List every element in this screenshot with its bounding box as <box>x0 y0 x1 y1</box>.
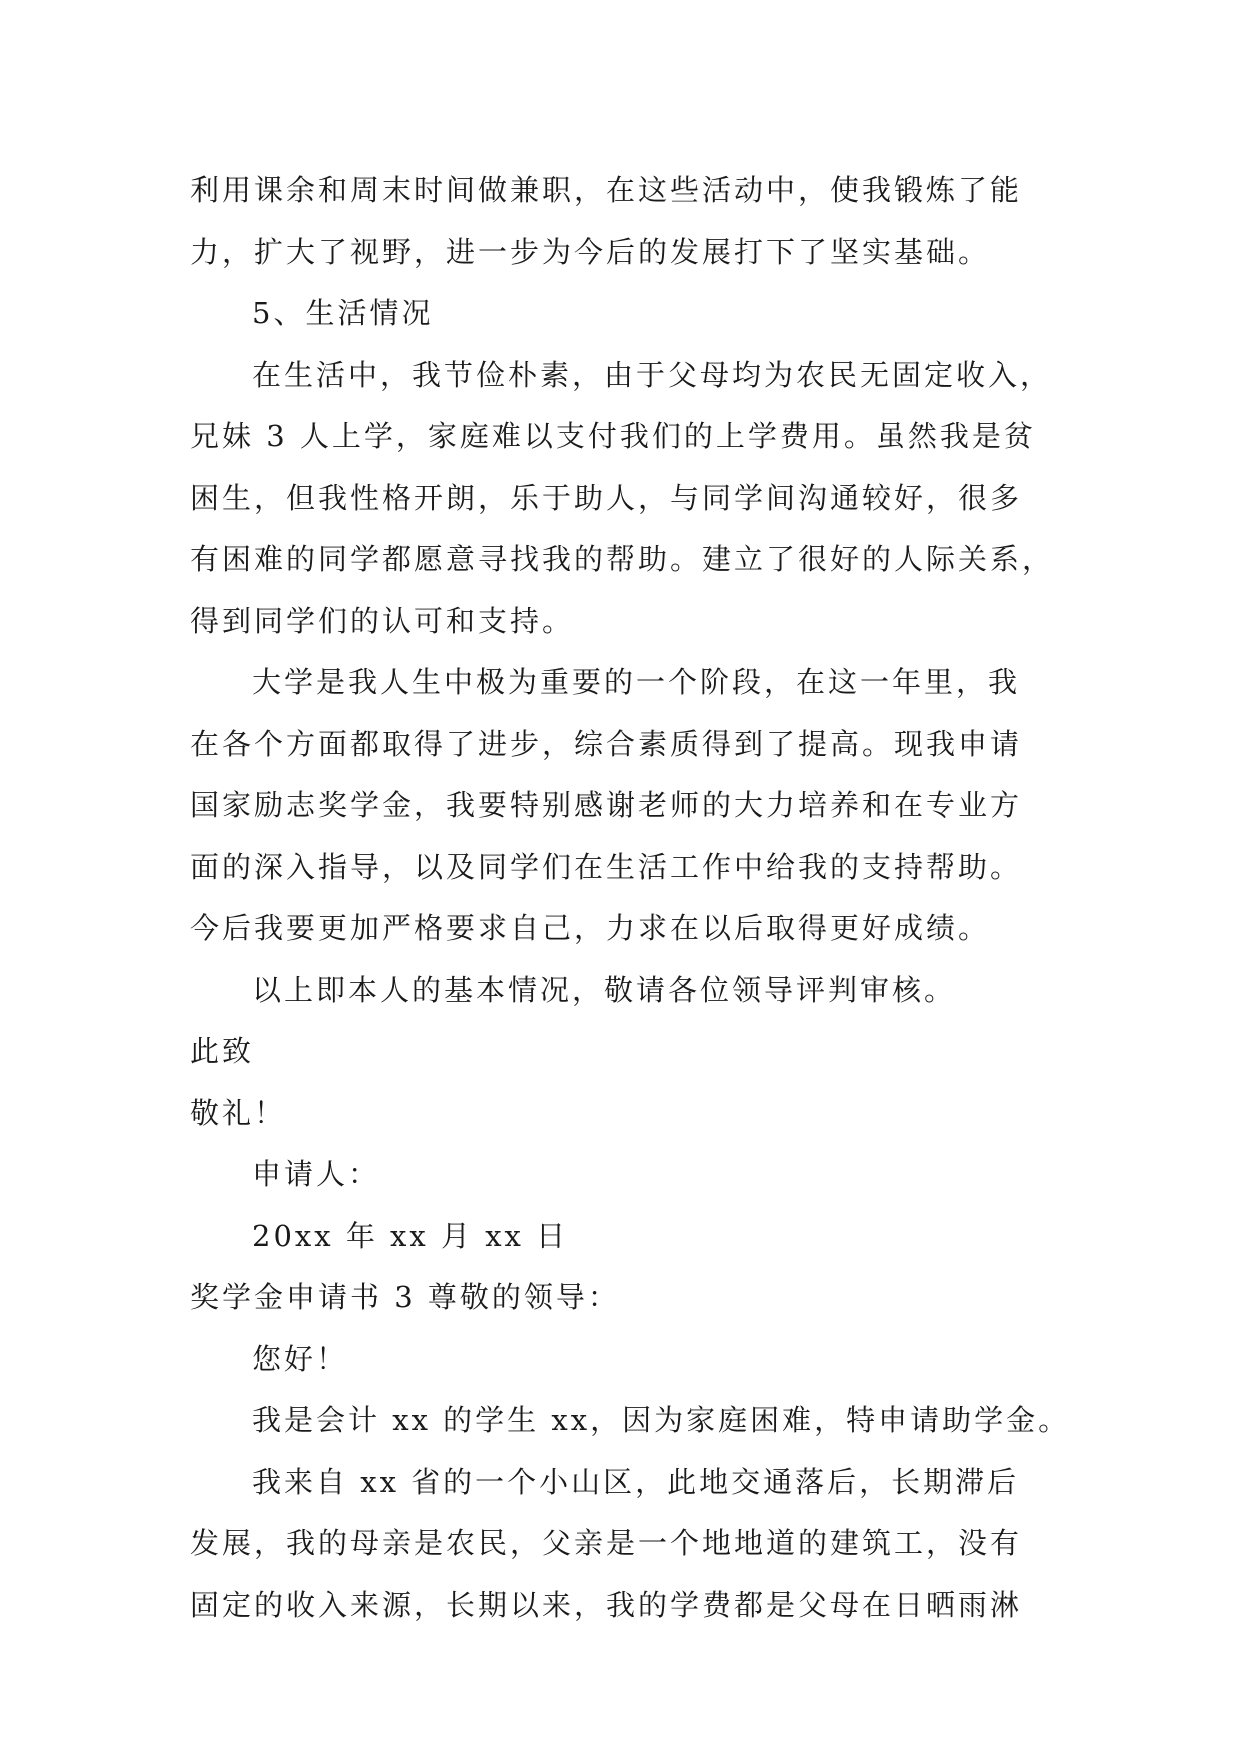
text-line: 此致 <box>190 1034 255 1068</box>
text-line: 申请人： <box>252 1157 381 1191</box>
text-line: 以上即本人的基本情况，敬请各位领导评判审核。 <box>252 972 957 1007</box>
text-line: 有困难的同学都愿意寻找我的帮助。建立了很好的人际关系， <box>190 542 1055 576</box>
text-line: 得到同学们的认可和支持。 <box>190 603 575 638</box>
text-line: 发展，我的母亲是农民，父亲是一个地地道的建筑工，没有 <box>190 1526 1023 1560</box>
text-line: 您好！ <box>252 1341 349 1376</box>
text-line: 国家励志奖学金，我要特别感谢老师的大力培养和在专业方 <box>190 788 1023 822</box>
text-line: 力，扩大了视野，进一步为今后的发展打下了坚实基础。 <box>190 234 991 269</box>
text-line: 利用课余和周末时间做兼职，在这些活动中，使我锻炼了能 <box>190 173 1023 207</box>
text-line: 5、生活情况 <box>252 296 434 330</box>
text-line: 在各个方面都取得了进步，综合素质得到了提高。现我申请 <box>190 726 1023 761</box>
text-line: 固定的收入来源，长期以来，我的学费都是父母在日晒雨淋 <box>190 1587 1023 1622</box>
text-line: 困生，但我性格开朗，乐于助人，与同学间沟通较好，很多 <box>190 480 1023 515</box>
text-line: 在生活中，我节俭朴素，由于父母均为农民无固定收入， <box>252 357 1053 392</box>
text-line: 奖学金申请书 3 尊敬的领导： <box>190 1280 620 1314</box>
text-line: 敬礼！ <box>190 1095 287 1130</box>
text-line: 今后我要更加严格要求自己，力求在以后取得更好成绩。 <box>190 911 991 945</box>
text-line: 面的深入指导，以及同学们在生活工作中给我的支持帮助。 <box>190 849 1023 884</box>
text-line: 我来自 xx 省的一个小山区，此地交通落后，长期滞后 <box>252 1464 1020 1499</box>
text-line: 20xx 年 xx 月 xx 日 <box>252 1218 569 1253</box>
text-line: 兄妹 3 人上学，家庭难以支付我们的上学费用。虽然我是贫 <box>190 419 1036 453</box>
document-body <box>190 160 1070 1636</box>
text-line: 我是会计 xx 的学生 xx，因为家庭困难，特申请助学金。 <box>252 1403 1071 1437</box>
text-line: 大学是我人生中极为重要的一个阶段，在这一年里，我 <box>252 665 1021 699</box>
